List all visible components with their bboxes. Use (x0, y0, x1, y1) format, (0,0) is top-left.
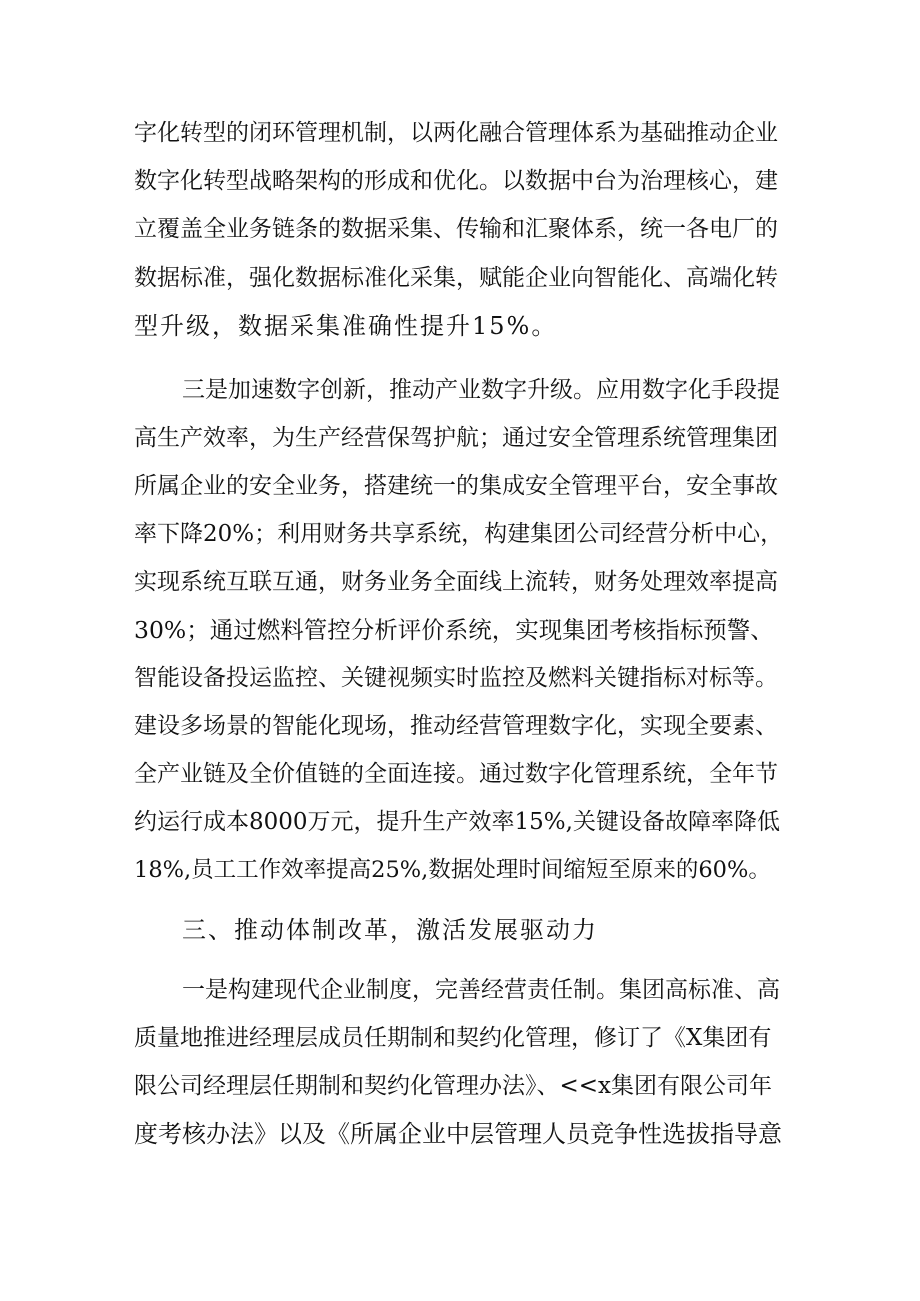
text-line: 全产业链及全价值链的全面连接。通过数字化管理系统，全年节 (134, 761, 778, 787)
text-line: 智能设备投运监控、关键视频实时监控及燃料关键指标对标等。 (134, 665, 778, 691)
text-line: 建设多场景的智能化现场，推动经营管理数字化，实现全要素、 (134, 713, 778, 739)
paragraph-first-line: 一是构建现代企业制度，完善经营责任制。集团高标准、高 (182, 977, 780, 1003)
text-line: 质量地推进经理层成员任期制和契约化管理，修订了《X集团有 (134, 1025, 772, 1051)
text-line: 度考核办法》以及《所属企业中层管理人员竞争性选拔指导意 (134, 1120, 782, 1148)
text-line: 限公司经理层任期制和契约化管理办法》、<<x集团有限公司年 (134, 1073, 773, 1099)
text-line: 18%,员工工作效率提高25%,数据处理时间缩短至原来的60%。 (134, 857, 771, 883)
text-line: 字化转型的闭环管理机制，以两化融合管理体系为基础推动企业 (134, 120, 778, 146)
text-line: 数据标准，强化数据标准化采集，赋能企业向智能化、高端化转 (134, 265, 778, 291)
section-heading: 三、推动体制改革，激活发展驱动力 (182, 916, 598, 944)
text-line: 高生产效率，为生产经营保驾护航；通过安全管理系统管理集团 (134, 425, 778, 451)
text-line: 数字化转型战略架构的形成和优化。以数据中台为治理核心，建 (134, 168, 778, 194)
paragraph-first-line: 三是加速数字创新，推动产业数字升级。应用数字化手段提 (182, 377, 780, 403)
text-line: 率下降20%；利用财务共享系统，构建集团公司经营分析中心， (134, 521, 784, 547)
text-line: 型升级，数据采集准确性提升15%。 (134, 312, 558, 340)
text-line: 约运行成本8000万元，提升生产效率15%,关键设备故障率降低 (134, 809, 780, 835)
text-line: 30%；通过燃料管控分析评价系统，实现集团考核指标预警、 (134, 616, 774, 644)
text-line: 立覆盖全业务链条的数据采集、传输和汇聚体系，统一各电厂的 (134, 216, 778, 242)
text-line: 实现系统互联互通，财务业务全面线上流转，财务处理效率提高 (134, 569, 778, 595)
text-line: 所属企业的安全业务，搭建统一的集成安全管理平台，安全事故 (134, 473, 778, 499)
